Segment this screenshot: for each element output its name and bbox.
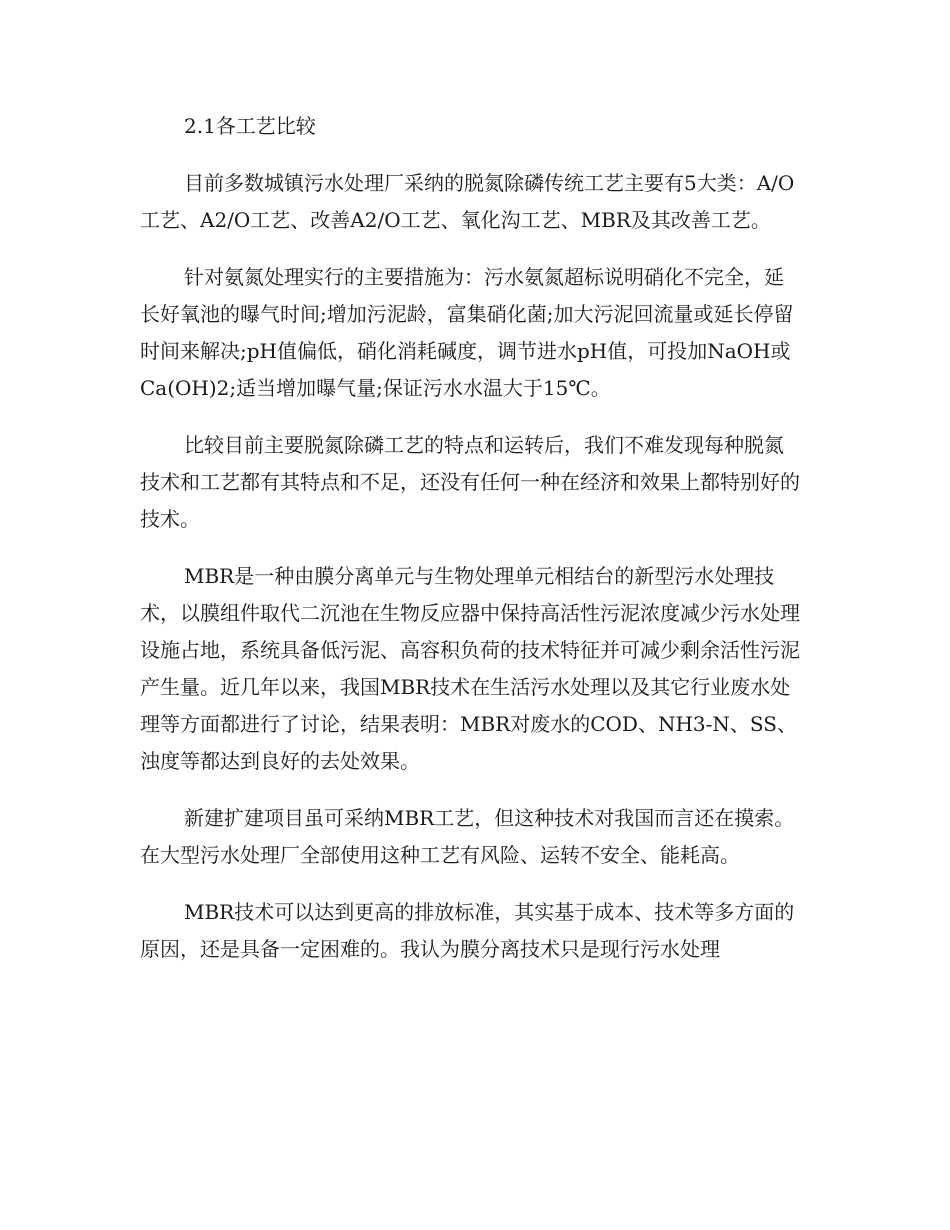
paragraph-process-types: 目前多数城镇污水处理厂采纳的脱氮除磷传统工艺主要有5大类：A/O工艺、A2/O工艺、改善A2/O工艺、氧化沟工艺、MBR及其改善工艺。	[140, 171, 795, 232]
section-heading: 2.1各工艺比较	[184, 114, 316, 138]
paragraph-mbr-adoption: 新建扩建项目虽可采纳MBR工艺，但这种技术对我国而言还在摸索。在大型污水处理厂全部使用这种工艺有风险、运转不安全、能耗高。	[140, 806, 795, 867]
paragraph-mbr-description: MBR是一种由膜分离单元与生物处理单元相结台的新型污水处理技术，以膜组件取代二沉池在生物反应器中保持高活性污泥浓度减少污水处理设施占地，系统具备低污泥、高容积负荷的技术特征并可减少剩余活性污泥产生量。近几年以来，我国MBR技术在生活污水处理以及其它行业废水处理等方面都进行了讨论，结果表明：MBR对废水的COD、NH3-N、SS、浊度等都达到良好的去处效果。	[140, 564, 800, 773]
document-body	[140, 108, 800, 988]
paragraph-process-comparison: 比较目前主要脱氮除磷工艺的特点和运转后，我们不难发现每种脱氮技术和工艺都有其特点和不足，还没有任何一种在经济和效果上都特别好的技术。	[140, 433, 800, 531]
paragraph-mbr-standards: MBR技术可以达到更高的排放标准，其实基于成本、技术等多方面的原因，还是具备一定困难的。我认为膜分离技术只是现行污水处理	[140, 900, 795, 961]
paragraph-ammonia-measures: 针对氨氮处理实行的主要措施为：污水氨氮超标说明硝化不完全，延长好氧池的曝气时间;增加污泥龄，富集硝化菌;加大污泥回流量或延长停留时间来解决;pH值偏低，硝化消耗碱度，调节进水pH值，可投加NaOH或Ca(OH)2;适当增加曝气量;保证污水水温大于15℃。	[140, 265, 794, 400]
